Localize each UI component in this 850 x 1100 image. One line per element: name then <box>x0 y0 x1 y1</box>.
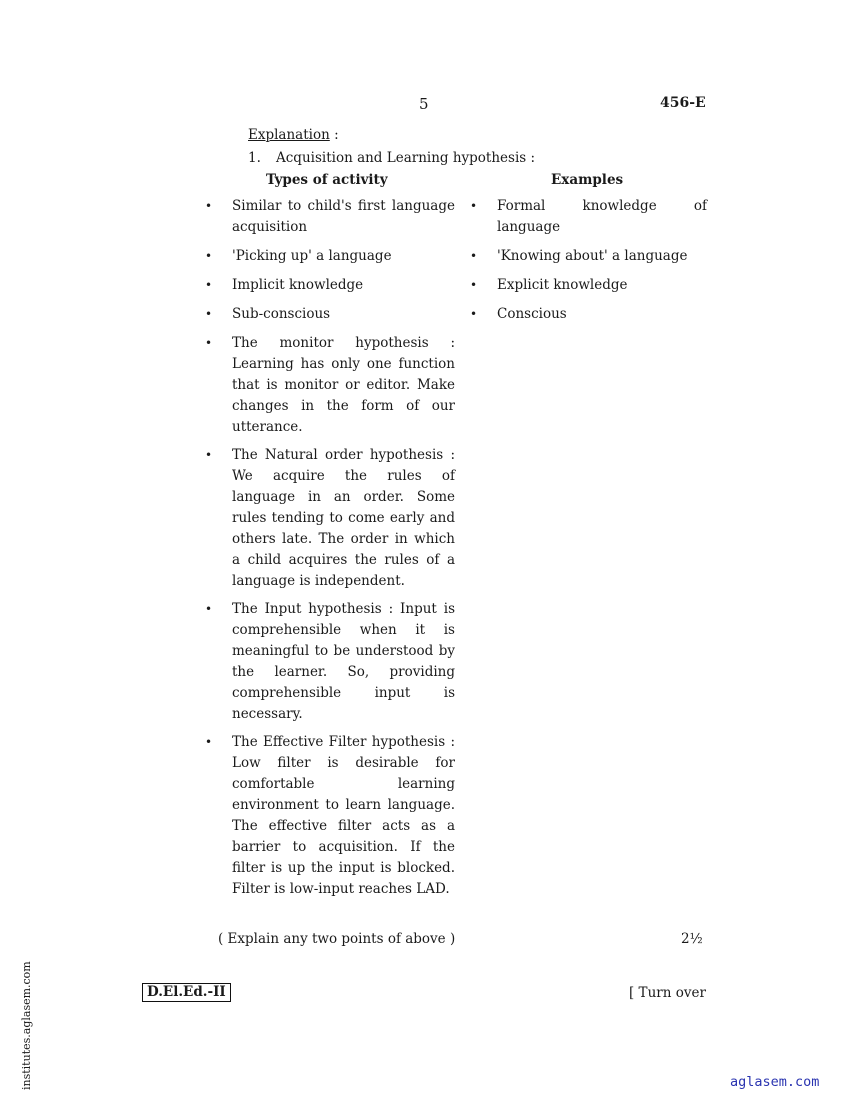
bullet-icon: • <box>205 199 213 213</box>
bullet-icon: • <box>470 199 478 213</box>
item-text: Conscious <box>497 306 567 322</box>
list-item <box>205 599 455 725</box>
item-text: 'Knowing about' a language <box>497 248 688 264</box>
explanation-colon: : <box>329 127 339 143</box>
marks-value: 2½ <box>681 931 703 947</box>
column-heading-examples: Examples <box>551 172 624 188</box>
column-heading-types: Types of activity <box>266 172 388 188</box>
item-text: The Natural order hypothesis : We acquire the rules of language in an order. Some rules tending to come early and others late. The order in which a child acquires the rules of a language is independent. <box>232 447 455 589</box>
site-watermark: aglasem.com <box>730 1074 820 1090</box>
list-item <box>470 196 707 238</box>
course-code-box: D.El.Ed.-II <box>142 983 231 1002</box>
bullet-icon: • <box>205 735 213 749</box>
list-item <box>205 333 455 438</box>
bullet-icon: • <box>205 249 213 263</box>
bullet-icon: • <box>470 278 478 292</box>
item-text: Explicit knowledge <box>497 277 628 293</box>
instruction-note: ( Explain any two points of above ) <box>218 931 456 947</box>
list-item <box>205 246 455 267</box>
page-number: 5 <box>419 95 429 113</box>
explanation-label: Explanation <box>248 127 330 143</box>
hypothesis-number: 1. <box>248 150 261 166</box>
item-text: Sub-conscious <box>232 306 331 322</box>
bullet-icon: • <box>205 307 213 321</box>
turn-over-label: [ Turn over <box>629 985 706 1001</box>
explanation-heading <box>248 127 339 143</box>
list-item <box>205 445 455 592</box>
hypothesis-heading <box>248 150 535 166</box>
bullet-icon: • <box>205 602 213 616</box>
list-item <box>205 196 455 238</box>
types-column <box>205 196 455 900</box>
list-item <box>205 275 455 296</box>
item-text: Formal knowledge of language <box>497 198 707 235</box>
bullet-icon: • <box>470 249 478 263</box>
bullet-icon: • <box>205 336 213 350</box>
item-text: Implicit knowledge <box>232 277 364 293</box>
list-item <box>470 246 707 267</box>
bullet-icon: • <box>205 448 213 462</box>
list-item <box>205 304 455 325</box>
list-item <box>205 732 455 900</box>
hypothesis-title: Acquisition and Learning hypothesis : <box>276 150 536 166</box>
list-item <box>470 304 707 325</box>
item-text: 'Picking up' a language <box>232 248 392 264</box>
item-text: The Input hypothesis : Input is comprehensible when it is meaningful to be understood by the learner. So, providing comprehensible input is necessary. <box>232 601 455 722</box>
item-text: The monitor hypothesis : Learning has only one function that is monitor or editor. Make changes in the form of our utterance. <box>232 335 455 435</box>
bullet-icon: • <box>470 307 478 321</box>
side-watermark: institutes.aglasem.com <box>20 961 33 1090</box>
paper-code: 456-E <box>660 95 706 111</box>
list-item <box>470 275 707 296</box>
item-text: The Effective Filter hypothesis : Low filter is desirable for comfortable learning environment to learn language. The effective filter acts as a barrier to acquisition. If the filter is up the input is blocked. Filter is low-input reaches LAD. <box>232 734 455 897</box>
bullet-icon: • <box>205 278 213 292</box>
examples-column <box>470 196 707 325</box>
item-text: Similar to child's first language acquisition <box>232 198 455 235</box>
